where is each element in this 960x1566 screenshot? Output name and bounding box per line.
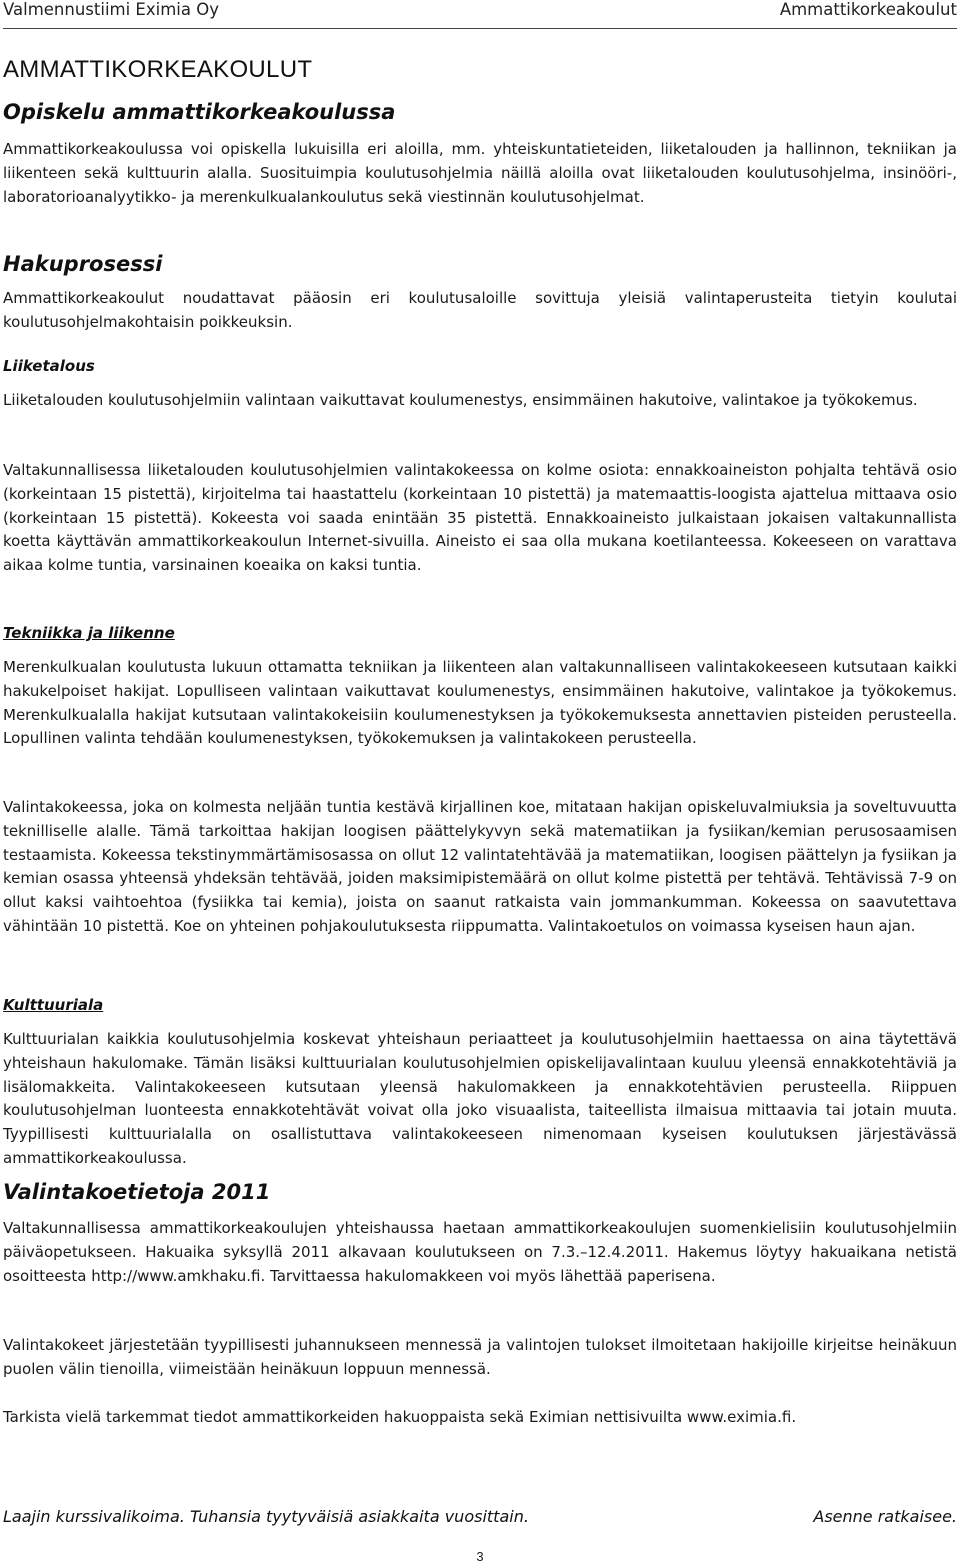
paragraph-opiskelu: Ammattikorkeakoulussa voi opiskella lukuisilla eri aloilla, mm. yhteiskuntatieteiden, liiketalouden ja hallinnon, tekniikan ja liikenteen sekä kulttuurin alalla. Suosituimpia koulutusohjelmia näillä aloilla ovat liiketalouden koulutusohjelma, insinööri-, laboratorioanalyytikko- ja merenkulkualankoulutus sekä viestinnän koulutusohjelmat. [3,140,957,206]
paragraph-kulttuuriala: Kulttuurialan kaikkia koulutusohjelmia koskevat yhteishaun periaatteet ja koulutusohjelmiin haettaessa on aina täytettävä yhteishaun hakulomake. Tämän lisäksi kulttuurialan koulutusohjelmien opiskelijavalintaan kuuluu yleensä ennakkotehtäviä ja lisälomakkeita. Valintakokeeseen kutsutaan yleensä hakulomakkeen ja ennakkotehtävien perusteella. Riippuen koulutusohjelman luonteesta ennakkotehtävät voivat olla joko visuaalista, taiteellista ilmaisua mittaavia tai jotain muuta. Tyypillisesti kulttuurialalla on osallistuttava valintakokeeseen nimenomaan kyseisen koulutuksen järjestävässä ammattikorkeakoulussa. [3,1030,957,1167]
page-title: AMMATTIKORKEAKOULUT [3,56,313,83]
header-company: Valmennustiimi Eximia Oy [3,0,219,19]
paragraph-liiketalous-2: Valtakunnallisessa liiketalouden koulutusohjelmien valintakokeessa on kolme osiota: ennakkoaineiston pohjalta tehtävä osio (korkeintaan 15 pistettä), kirjoitelma tai haastattelu (korkeintaan 10 pistettä) ja matemaattis-loogista ajattelua mittaava osio (korkeintaan 15 pistettä). Kokeesta voi saada enintään 35 pistettä. Ennakkoaineisto julkaistaan jokaisen valtakunnallista koetta käyttävän ammattikorkeakoulun Internet-sivuilla. Aineisto ei saa olla mukana koetilanteessa. Kokeeseen on varattava aikaa kolme tuntia, varsinainen koeaika on kaksi tuntia. [3,461,957,575]
paragraph-tekniikka-2: Valintakokeessa, joka on kolmesta neljään tuntia kestävä kirjallinen koe, mitataan hakijan opiskeluvalmiuksia ja soveltuvuutta teknilliselle alalle. Tämä tarkoittaa hakijan loogisen päättelykyvyn sekä matematiikan ja fysiikan/kemian perusosaamisen testaamista. Kokeessa tekstinymmärtämisosassa on ollut 12 valintatehtävää ja matematiikan, loogisen päättelyn ja fysiikan ja kemian osassa yhteensä yhdeksän tehtävää, joiden maksimipistemäärä on ollut kolme pistettä per tehtävä. Tehtävissä 7-9 on ollut kaksi vaihtoehtoa (fysiikka tai kemia), joista on saanut ratkaista vain jommankumman. Kokeessa on saavutettava vähintään 10 pistettä. Koe on yhteinen pohjakoulutuksesta riippumatta. Valintakoetulos on voimassa kyseisen haun ajan. [3,798,957,935]
header-section: Ammattikorkeakoulut [779,0,957,19]
running-header [3,0,957,26]
heading-liiketalous: Liiketalous [3,357,95,375]
heading-valintakoetietoja: Valintakoetietoja 2011 [3,1180,271,1204]
paragraph-tekniikka-1: Merenkulkualan koulutusta lukuun ottamatta tekniikan ja liikenteen alan valtakunnalliseen valintakokeeseen kutsutaan kaikki hakukelpoiset hakijat. Lopulliseen valintaan vaikuttavat koulumenestys, ensimmäinen hakutoive, valintakoe ja työkokemus. Merenkulkualalla hakijat kutsutaan valintakokeisiin koulumenestyksen ja työkokemuksesta annettavien pisteiden perusteella. Lopullinen valinta tehdään koulumenestyksen, työkokemuksen ja valintakokeen perusteella. [3,658,957,748]
paragraph-valintakoe-2: Valintakokeet järjestetään tyypillisesti juhannukseen mennessä ja valintojen tulokset ilmoitetaan hakijoille kirjeitse heinäkuun puolen välin tienoilla, viimeistään heinäkuun loppuun mennessä. [3,1336,957,1378]
footer-motto: Asenne ratkaisee. [813,1507,957,1526]
page-number: 3 [476,1549,484,1564]
header-rule [3,28,957,29]
paragraph-valintakoe-3: Tarkista vielä tarkemmat tiedot ammattikorkeiden hakuoppaista sekä Eximian nettisivuilta www.eximia.fi. [3,1408,797,1426]
paragraph-liiketalous-1: Liiketalouden koulutusohjelmiin valintaan vaikuttavat koulumenestys, ensimmäinen hakutoive, valintakoe ja työkokemus. [3,391,918,409]
heading-tekniikka: Tekniikka ja liikenne [3,624,175,642]
heading-opiskelu: Opiskelu ammattikorkeakoulussa [3,100,396,124]
heading-hakuprosessi: Hakuprosessi [3,252,163,276]
heading-kulttuuriala: Kulttuuriala [3,996,104,1014]
paragraph-hakuprosessi: Ammattikorkeakoulut noudattavat pääosin eri koulutusaloille sovittuja yleisiä valintaperusteita tietyin koulutai koulutusohjelmakohtaisin poikkeuksin. [3,289,957,331]
running-footer [3,1507,957,1526]
paragraph-valintakoe-1: Valtakunnallisessa ammattikorkeakoulujen yhteishaussa haetaan ammattikorkeakoulujen suomenkielisiin koulutusohjelmiin päiväopetukseen. Hakuaika syksyllä 2011 alkavaan koulutukseen on 7.3.–12.4.2011. Hakemus löytyy hakuaikana netistä osoitteesta http://www.amkhaku.fi. Tarvittaessa hakulomakkeen voi myös lähettää paperisena. [3,1219,957,1285]
footer-slogan: Laajin kurssivalikoima. Tuhansia tyytyväisiä asiakkaita vuosittain. [3,1507,529,1526]
